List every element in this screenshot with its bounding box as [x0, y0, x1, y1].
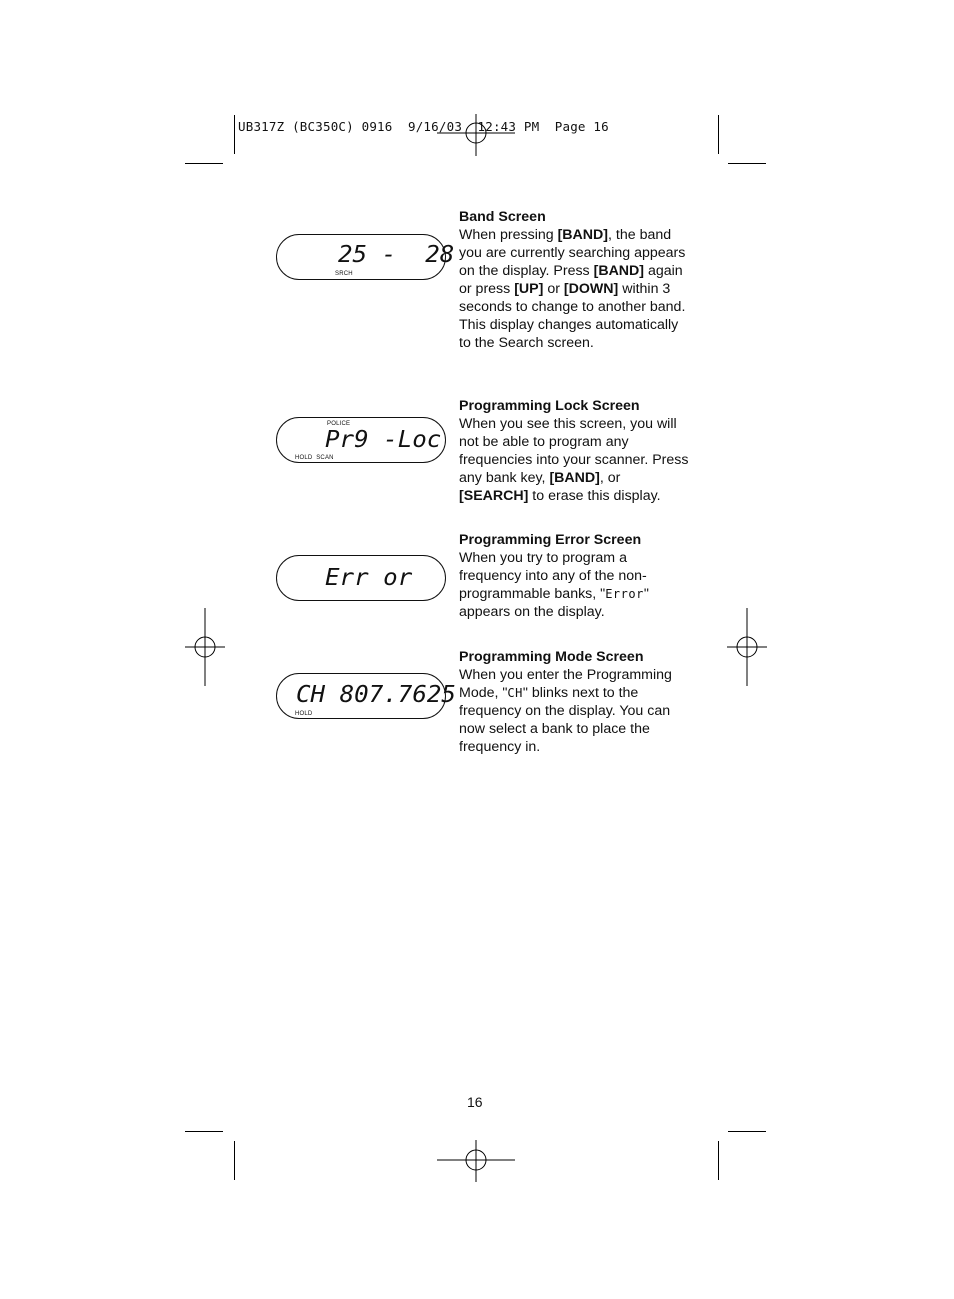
programming-error-section: [459, 531, 689, 621]
key-label: [BAND]: [557, 227, 609, 243]
section-heading: Programming Lock Screen: [459, 398, 640, 414]
lcd-segment-text: Err or: [325, 565, 413, 591]
registration-mark-icon: [437, 114, 517, 156]
band-screen-section: [459, 208, 689, 352]
lcd-program-lock-screen: [276, 417, 446, 463]
key-label: [BAND]: [593, 263, 645, 279]
lcd-program-mode-screen: [276, 673, 456, 719]
crop-mark: [185, 1131, 223, 1132]
registration-mark-icon: [183, 608, 227, 688]
key-label: [SEARCH]: [459, 488, 529, 504]
section-heading: Programming Error Screen: [459, 532, 642, 548]
lcd-glyph-text: CH: [507, 686, 523, 700]
lcd-indicator-label: HOLD SCAN: [295, 455, 334, 461]
crop-mark: [185, 163, 223, 164]
key-label: [DOWN]: [563, 281, 619, 297]
section-heading: Programming Mode Screen: [459, 649, 644, 665]
printer-slug: UB317Z (BC350C) 0916 9/16/03 12:43 PM Page 16: [238, 119, 609, 134]
crop-mark: [718, 115, 719, 154]
crop-mark: [234, 1141, 235, 1180]
lcd-segment-text: CH 807.7625: [296, 682, 456, 708]
lcd-indicator-label: SRCH: [335, 271, 353, 277]
crop-mark: [728, 1131, 766, 1132]
crop-mark: [728, 163, 766, 164]
programming-lock-section: [459, 397, 689, 505]
section-body: When pressing [BAND], the band you are currently searching appears on the display. Press [BAND] again or press [UP] or [DOWN] within 3 seconds to change to another band. This display changes automatically to the Search screen.: [459, 227, 686, 351]
lcd-indicator-label: POLICE: [327, 421, 351, 427]
lcd-segment-text: Pr9 -Loc: [325, 427, 442, 453]
registration-mark-icon: [725, 608, 769, 688]
section-body: When you see this screen, you will not be able to program any frequencies into your scanner. Press any bank key, [BAND], or [SEARCH] to erase this display.: [459, 416, 689, 504]
lcd-band-screen: [276, 234, 455, 280]
crop-mark: [234, 115, 235, 154]
section-heading: Band Screen: [459, 209, 546, 225]
crop-mark: [718, 1141, 719, 1180]
key-label: [BAND]: [549, 470, 600, 486]
section-body: When you try to program a frequency into any of the non-programmable banks, "Error" appears on the display.: [459, 550, 649, 620]
page-number: 16: [467, 1094, 483, 1110]
lcd-indicator-label: HOLD: [295, 711, 313, 717]
lcd-glyph-text: Error: [605, 587, 644, 601]
programming-mode-section: [459, 648, 689, 756]
lcd-error-screen: [276, 555, 446, 601]
section-body: When you enter the Programming Mode, "CH" blinks next to the frequency on the display. You can now select a bank to place the frequency in.: [459, 667, 672, 755]
key-label: [UP]: [514, 281, 544, 297]
registration-mark-icon: [437, 1140, 517, 1182]
lcd-segment-text: 25 - 28: [338, 242, 455, 268]
